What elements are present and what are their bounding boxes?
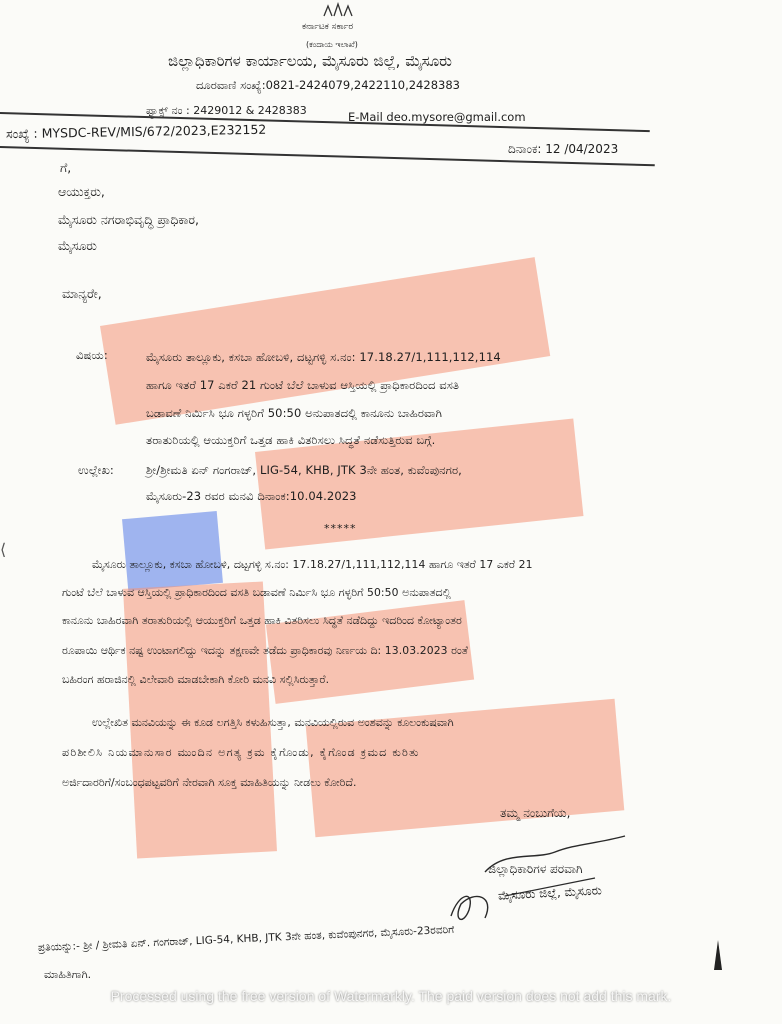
copy-to-line: ಪ್ರತಿಯನ್ನು:- ಶ್ರೀ / ಶ್ರೀಮತಿ ಏನ್. ಗಂಗರಾಜ್, LIG-54, KHB, JTK 3ನೇ ಹಂತ, ಕುವೆಂಪುನಗರ, ಮೈಸೂರು-23ರವರಿಗೆ — [37, 923, 455, 954]
state-emblem — [318, 2, 358, 18]
signature-designation: ಜಿಲ್ಲಾಧಿಕಾರಿಗಳ ಪರವಾಗಿ — [488, 862, 583, 876]
phone-numbers: ದೂರವಾಣಿ ಸಂಖ್ಯೆ:0821-2424079,2422110,2428383 — [196, 78, 460, 92]
paragraph-line: ರೂಪಾಯಿ ಆರ್ಥಿಕ ನಷ್ಟ ಉಂಟಾಗಲಿದ್ದು ಇದನ್ನು ತಕ್ಷಣವೇ ತಡೆದು ಪ್ರಾಧಿಕಾರವು ನಿರ್ಣಯ ದಿ: 13.03.2023 ರಂತೆ — [62, 644, 469, 657]
paragraph-line: ಬಹಿರಂಗ ಹರಾಜಿನಲ್ಲಿ ವಿಲೇವಾರಿ ಮಾಡಬೇಕಾಗಿ ಕೋರಿ ಮನವಿ ಸಲ್ಲಿಸಿರುತ್ತಾರೆ. — [62, 673, 330, 686]
highlight-subject — [100, 257, 550, 425]
paragraph-line: ಅರ್ಜಿದಾರರಿಗೆ/ಸಂಬಂಧಪಟ್ಟವರಿಗೆ ನೇರವಾಗಿ ಸೂಕ್ತ ಮಾಹಿತಿಯನ್ನು ನೀಡಲು ಕೋರಿದೆ. — [62, 776, 357, 789]
addressee-office: ಮೈಸೂರು ನಗರಾಭಿವೃದ್ಧಿ ಪ್ರಾಧಿಕಾರ, — [58, 212, 200, 227]
paragraph-line: ಉಲ್ಲೇಖಿತ ಮನವಿಯನ್ನು ಈ ಕೂಡ ಲಗತ್ತಿಸಿ ಕಳುಹಿಸುತ್ತಾ, ಮನವಿಯಲ್ಲಿರುವ ಅಂಶವನ್ನು ಕೂಲಂಕುಷವಾಗಿ — [92, 716, 454, 729]
watermark-text: Processed using the free version of Watermarkly. The paid version does not add this mark. — [110, 988, 672, 1004]
paragraph-line: ಕಾನೂನು ಬಾಹಿರವಾಗಿ ತರಾತುರಿಯಲ್ಲಿ ಆಯುಕ್ತರಿಗೆ ಒತ್ತಡ ಹಾಕಿ ವಿತರಿಸಲು ಸಿದ್ಧತೆ ನಡೆದಿದ್ದು ಇದರಿಂದ ಕೋಟ್ಯಾಂತರ — [62, 614, 462, 627]
subject-line: ಮೈಸೂರು ತಾಲ್ಲೂಕು, ಕಸಬಾ ಹೋಬಳಿ, ದಟ್ಟಗಳ್ಳಿ ಸ.ನಂ: 17.18.27/1,111,112,114 — [146, 350, 501, 364]
fax-number: ಫ್ಯಾಕ್ಸ್ ನಂ : 2429012 & 2428383 — [146, 104, 307, 117]
to-prefix: ಗೆ, — [60, 160, 72, 175]
paragraph-line: ಗುಂಟೆ ಬೆಲೆ ಬಾಳುವ ಆಸ್ತಿಯಲ್ಲಿ ಪ್ರಾಧಿಕಾರದಿಂದ ವಸತಿ ಬಡಾವಣೆ ನಿರ್ಮಿಸಿ ಭೂ ಗಳ್ಳರಿಗೆ 50:50 ಅನುಪಾತದಲ್ಲಿ — [62, 586, 451, 599]
reference-line: ಮೈಸೂರು-23 ರವರ ಮನವಿ ದಿನಾಂಕ:10.04.2023 — [146, 489, 357, 503]
salutation: ಮಾನ್ಯರೇ, — [62, 286, 102, 301]
signature-district: ಮೈಸೂರು ಜಿಲ್ಲೆ, ಮೈಸೂರು — [497, 883, 603, 903]
edge-mark — [714, 940, 722, 970]
govt-name: ಕರ್ನಾಟಕ ಸರ್ಕಾರ — [302, 22, 354, 32]
addressee-title: ಆಯುಕ್ತರು, — [58, 184, 105, 199]
copy-to-purpose: ಮಾಹಿತಿಗಾಗಿ. — [44, 968, 92, 981]
margin-bracket: ⟨ — [0, 540, 7, 559]
paragraph-line: ಮೈಸೂರು ತಾಲ್ಲೂಕು, ಕಸಬಾ ಹೋಬಳಿ, ದಟ್ಟಗಳ್ಳಿ ಸ.ನಂ: 17.18.27/1,111,112,114 ಹಾಗೂ ಇತರೆ 17 ಎಕರೆ 21 — [92, 558, 533, 571]
reference-number: ಸಂಖ್ಯೆ : MYSDC-REV/MIS/672/2023,E232152 — [5, 121, 267, 142]
office-title: ಜಿಲ್ಲಾಧಿಕಾರಿಗಳ ಕಾರ್ಯಾಲಯ, ಮೈಸೂರು ಜಿಲ್ಲೆ, ಮೈಸೂರು — [168, 52, 452, 70]
subject-line: ತರಾತುರಿಯಲ್ಲಿ ಆಯುಕ್ತರಿಗೆ ಒತ್ತಡ ಹಾಕಿ ವಿತರಿಸಲು ಸಿದ್ಧತೆ ನಡೆಸುತ್ತಿರುವ ಬಗ್ಗೆ. — [146, 433, 436, 447]
separator: ***** — [324, 522, 357, 535]
letter-date: ದಿನಾಂಕ: 12 /04/2023 — [508, 142, 619, 156]
subject-line: ಹಾಗೂ ಇತರೆ 17 ಎಕರೆ 21 ಗುಂಟೆ ಬೆಲೆ ಬಾಳುವ ಆಸ್ತಿಯಲ್ಲಿ ಪ್ರಾಧಿಕಾರದಿಂದ ವಸತಿ — [146, 378, 460, 392]
signature-scribble — [445, 830, 635, 934]
email-address: E-Mail deo.mysore@gmail.com — [348, 110, 526, 124]
closing: ತಮ್ಮ ನಂಬುಗೆಯ, — [500, 806, 571, 820]
addressee-city: ಮೈಸೂರು — [58, 238, 97, 253]
reference-label: ಉಲ್ಲೇಖ: — [78, 463, 114, 477]
subject-line: ಬಡಾವಣೆ ನಿರ್ಮಿಸಿ ಭೂ ಗಳ್ಳರಿಗೆ 50:50 ಅನುಪಾತದಲ್ಲಿ ಕಾನೂನು ಬಾಹಿರವಾಗಿ — [146, 406, 442, 420]
dept-motto: (ಕಂದಾಯ ಇಲಾಖೆ) — [306, 40, 358, 49]
subject-label: ವಿಷಯ: — [76, 348, 108, 362]
highlight-blue — [122, 511, 223, 591]
reference-line: ಶ್ರೀ/ಶ್ರೀಮತಿ ಏನ್ ಗಂಗರಾಜ್, LIG-54, KHB, JTK 3ನೇ ಹಂತ, ಕುವೆಂಪುನಗರ, — [146, 463, 462, 477]
paragraph-line: ಪರಿಶೀಲಿಸಿ ನಿಯಮಾನುಸಾರ ಮುಂದಿನ ಅಗತ್ಯ ಕ್ರಮ ಕೈಗೊಂಡು, ಕೈಗೊಂಡ ಕ್ರಮದ ಕುರಿತು — [62, 746, 420, 759]
